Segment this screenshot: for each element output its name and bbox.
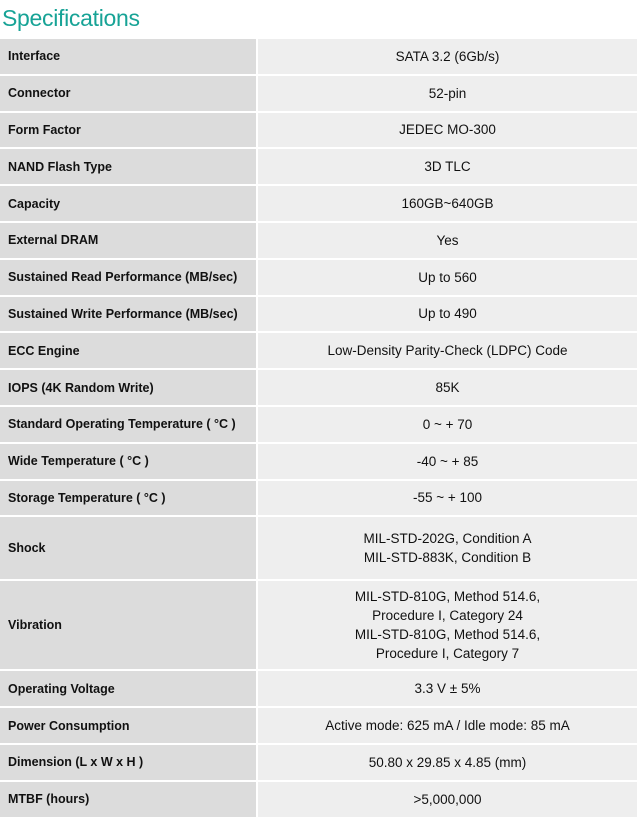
spec-value-line: Procedure I, Category 24 <box>372 608 523 624</box>
spec-value-line: 0 ~ + 70 <box>422 416 473 432</box>
spec-row <box>0 782 637 817</box>
spec-value-line: Active mode: 625 mA / Idle mode: 85 mA <box>325 718 570 734</box>
spec-label: Standard Operating Temperature ( °C ) <box>0 407 258 442</box>
spec-value <box>258 782 637 817</box>
spec-value <box>258 581 637 669</box>
spec-table-body <box>0 39 637 817</box>
spec-value <box>258 186 637 221</box>
spec-value <box>258 333 637 368</box>
spec-row <box>0 149 637 184</box>
spec-label: Wide Temperature ( °C ) <box>0 444 258 479</box>
spec-row <box>0 223 637 258</box>
spec-value <box>258 39 637 74</box>
spec-label: Dimension (L x W x H ) <box>0 745 258 780</box>
spec-value <box>258 297 637 332</box>
spec-row <box>0 481 637 516</box>
spec-label: Shock <box>0 517 258 579</box>
spec-label: Storage Temperature ( °C ) <box>0 481 258 516</box>
spec-label: Sustained Write Performance (MB/sec) <box>0 297 258 332</box>
spec-label: NAND Flash Type <box>0 149 258 184</box>
spec-value-line: 52-pin <box>428 85 467 101</box>
spec-value-line: Up to 490 <box>418 306 477 322</box>
spec-value-line: 160GB~640GB <box>401 196 494 212</box>
spec-table <box>0 37 637 819</box>
spec-label: Vibration <box>0 581 258 669</box>
spec-row <box>0 444 637 479</box>
spec-label: ECC Engine <box>0 333 258 368</box>
spec-row <box>0 333 637 368</box>
spec-value-line: MIL-STD-810G, Method 514.6, <box>354 627 541 643</box>
page-title: Specifications <box>2 5 140 31</box>
spec-row <box>0 186 637 221</box>
spec-label: IOPS (4K Random Write) <box>0 370 258 405</box>
spec-row <box>0 297 637 332</box>
spec-label: Interface <box>0 39 258 74</box>
spec-label: Connector <box>0 76 258 111</box>
spec-row <box>0 671 637 706</box>
spec-row <box>0 260 637 295</box>
spec-value <box>258 149 637 184</box>
spec-value <box>258 745 637 780</box>
spec-value-line: MIL-STD-202G, Condition A <box>363 531 532 547</box>
spec-row <box>0 708 637 743</box>
spec-row <box>0 745 637 780</box>
spec-value <box>258 223 637 258</box>
spec-label: Operating Voltage <box>0 671 258 706</box>
spec-row <box>0 581 637 669</box>
spec-label: MTBF (hours) <box>0 782 258 817</box>
spec-value-line: 50.80 x 29.85 x 4.85 (mm) <box>368 754 527 770</box>
spec-value-line: MIL-STD-810G, Method 514.6, <box>354 589 541 605</box>
spec-value-line: Procedure I, Category 7 <box>375 646 520 662</box>
spec-value <box>258 260 637 295</box>
spec-row <box>0 370 637 405</box>
spec-value <box>258 444 637 479</box>
spec-value <box>258 481 637 516</box>
spec-value-line: Up to 560 <box>418 269 477 285</box>
spec-value-line: SATA 3.2 (6Gb/s) <box>395 48 500 64</box>
spec-row <box>0 76 637 111</box>
spec-value <box>258 113 637 148</box>
spec-value-line: -40 ~ + 85 <box>416 453 479 469</box>
spec-label: Form Factor <box>0 113 258 148</box>
spec-value-line: >5,000,000 <box>413 791 482 807</box>
spec-value-line: MIL-STD-883K, Condition B <box>363 550 532 566</box>
spec-value <box>258 76 637 111</box>
spec-label: Capacity <box>0 186 258 221</box>
spec-value-line: 85K <box>435 380 460 396</box>
spec-value <box>258 671 637 706</box>
spec-label: Sustained Read Performance (MB/sec) <box>0 260 258 295</box>
spec-value <box>258 708 637 743</box>
spec-row <box>0 407 637 442</box>
spec-value-line: 3D TLC <box>424 159 471 175</box>
spec-row <box>0 517 637 579</box>
spec-row <box>0 113 637 148</box>
spec-value-line: Yes <box>436 232 459 248</box>
spec-value-line: -55 ~ + 100 <box>412 490 483 506</box>
spec-value <box>258 407 637 442</box>
spec-value-line: Low-Density Parity-Check (LDPC) Code <box>327 343 568 359</box>
spec-label: External DRAM <box>0 223 258 258</box>
spec-value-line: JEDEC MO-300 <box>399 122 496 138</box>
spec-label: Power Consumption <box>0 708 258 743</box>
spec-value <box>258 517 637 579</box>
spec-value-line: 3.3 V ± 5% <box>414 681 481 697</box>
spec-value <box>258 370 637 405</box>
spec-row <box>0 39 637 74</box>
